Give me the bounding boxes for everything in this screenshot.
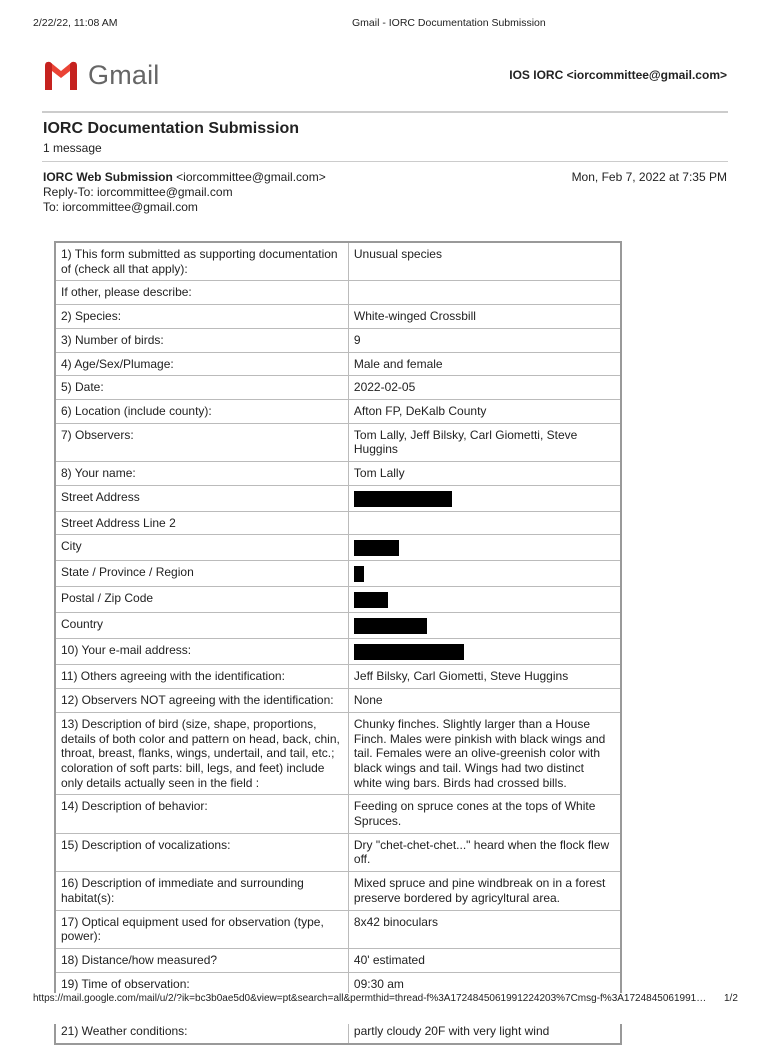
table-row — [55, 535, 621, 561]
form-question: 14) Description of behavior: — [55, 795, 348, 833]
form-question: Postal / Zip Code — [55, 587, 348, 613]
form-answer: Mixed spruce and pine windbreak on in a forest preserve bordered by agricyltural area. — [348, 872, 621, 910]
table-row — [55, 462, 621, 486]
form-answer: Chunky finches. Slightly larger than a House Finch. Males were pinkish with black wings and tail. Females were an olive-greenish color with black wings and tail. Wings had two distinct white wing bars. Birds had crossed bills. — [348, 712, 621, 795]
gmail-wordmark: Gmail — [88, 59, 160, 90]
sender-email: <iorcommittee@gmail.com> — [176, 170, 326, 184]
redaction-block — [354, 618, 427, 634]
table-row — [55, 910, 621, 948]
redaction-block — [354, 644, 464, 660]
form-answer: Tom Lally, Jeff Bilsky, Carl Giometti, Steve Huggins — [348, 423, 621, 461]
form-answer-redacted — [348, 587, 621, 613]
table-row — [55, 561, 621, 587]
form-question: Street Address Line 2 — [55, 511, 348, 535]
form-question: 18) Distance/how measured? — [55, 948, 348, 972]
form-question: 8) Your name: — [55, 462, 348, 486]
form-question: 16) Description of immediate and surrounding habitat(s): — [55, 872, 348, 910]
table-row — [55, 423, 621, 461]
form-question: 17) Optical equipment used for observation (type, power): — [55, 910, 348, 948]
form-answer: None — [348, 689, 621, 713]
page-number: 1/2 — [724, 993, 738, 1004]
header-divider — [42, 111, 728, 113]
form-answer: 40' estimated — [348, 948, 621, 972]
form-answer: 09:30 am — [348, 972, 621, 996]
form-question: 6) Location (include county): — [55, 399, 348, 423]
form-question: 11) Others agreeing with the identification: — [55, 665, 348, 689]
to-line: To: iorcommittee@gmail.com — [43, 200, 198, 214]
redaction-block — [354, 540, 399, 556]
submission-table — [54, 241, 622, 1045]
form-answer: Male and female — [348, 352, 621, 376]
table-row — [55, 485, 621, 511]
form-question: 13) Description of bird (size, shape, proportions, details of both color and pattern on head, back, chin, throat, breast, flanks, wings, undertail, and tail, etc.; coloration of soft parts: bill, legs, and feet) include only details actually seen in the field : — [55, 712, 348, 795]
form-question: Street Address — [55, 485, 348, 511]
form-answer-redacted — [348, 561, 621, 587]
table-row — [55, 689, 621, 713]
table-row — [55, 948, 621, 972]
table-row — [55, 587, 621, 613]
reply-to: Reply-To: iorcommittee@gmail.com — [43, 185, 233, 199]
thread-subject: IORC Documentation Submission — [43, 120, 300, 137]
form-question: 7) Observers: — [55, 423, 348, 461]
redaction-block — [354, 592, 388, 608]
redaction-block — [354, 491, 452, 507]
sender-line — [43, 170, 326, 185]
form-answer-redacted — [348, 613, 621, 639]
form-question: 15) Description of vocalizations: — [55, 833, 348, 871]
subject-divider — [42, 161, 728, 162]
print-date: 2/22/22, 11:08 AM — [33, 17, 118, 29]
form-question: 12) Observers NOT agreeing with the identification: — [55, 689, 348, 713]
message-date: Mon, Feb 7, 2022 at 7:35 PM — [571, 170, 727, 184]
table-row — [55, 305, 621, 329]
form-answer-redacted — [348, 485, 621, 511]
form-question: City — [55, 535, 348, 561]
sender-name: IORC Web Submission — [43, 170, 173, 184]
form-answer-redacted — [348, 639, 621, 665]
form-answer: 9 — [348, 328, 621, 352]
table-row — [55, 639, 621, 665]
form-answer — [348, 281, 621, 305]
form-question: 5) Date: — [55, 376, 348, 400]
table-row — [55, 352, 621, 376]
page-url[interactable]: https://mail.google.com/mail/u/2/?ik=bc3b0ae5d0&view=pt&search=all&permthid=thread-f%3A1724845061991224203%7Cmsg-f%3A1724845061991… — [33, 993, 707, 1004]
form-answer: Afton FP, DeKalb County — [348, 399, 621, 423]
form-answer-redacted — [348, 535, 621, 561]
table-row — [55, 665, 621, 689]
form-answer: Feeding on spruce cones at the tops of White Spruces. — [348, 795, 621, 833]
gmail-m-icon — [42, 60, 80, 90]
redaction-block — [354, 566, 364, 582]
table-row — [55, 376, 621, 400]
table-row — [55, 511, 621, 535]
form-answer: partly cloudy 20F with very light wind — [348, 1020, 621, 1044]
print-title: Gmail - IORC Documentation Submission — [352, 17, 546, 29]
form-question: 21) Weather conditions: — [55, 1020, 348, 1044]
form-question: 19) Time of observation: — [55, 972, 348, 996]
message-count: 1 message — [43, 141, 102, 155]
table-row — [55, 328, 621, 352]
form-answer: 8x42 binoculars — [348, 910, 621, 948]
form-question: 4) Age/Sex/Plumage: — [55, 352, 348, 376]
form-question: Country — [55, 613, 348, 639]
form-answer: 2022-02-05 — [348, 376, 621, 400]
form-question: 2) Species: — [55, 305, 348, 329]
form-answer: White-winged Crossbill — [348, 305, 621, 329]
message-meta — [43, 170, 326, 215]
form-answer: Jeff Bilsky, Carl Giometti, Steve Huggins — [348, 665, 621, 689]
print-footer — [0, 993, 770, 1024]
form-answer: Tom Lally — [348, 462, 621, 486]
table-row — [55, 399, 621, 423]
form-answer — [348, 511, 621, 535]
table-row — [55, 281, 621, 305]
form-question: State / Province / Region — [55, 561, 348, 587]
table-row — [55, 613, 621, 639]
table-row — [55, 833, 621, 871]
table-row — [55, 872, 621, 910]
table-row — [55, 712, 621, 795]
table-row — [55, 242, 621, 281]
form-question: 3) Number of birds: — [55, 328, 348, 352]
table-row — [55, 795, 621, 833]
form-answer: Dry "chet-chet-chet..." heard when the flock flew off. — [348, 833, 621, 871]
form-answer: Unusual species — [348, 242, 621, 281]
form-question: 1) This form submitted as supporting documentation of (check all that apply): — [55, 242, 348, 281]
gmail-logo[interactable] — [42, 58, 160, 92]
account-label: IOS IORC <iorcommittee@gmail.com> — [509, 68, 727, 82]
form-question: 10) Your e-mail address: — [55, 639, 348, 665]
form-question: If other, please describe: — [55, 281, 348, 305]
